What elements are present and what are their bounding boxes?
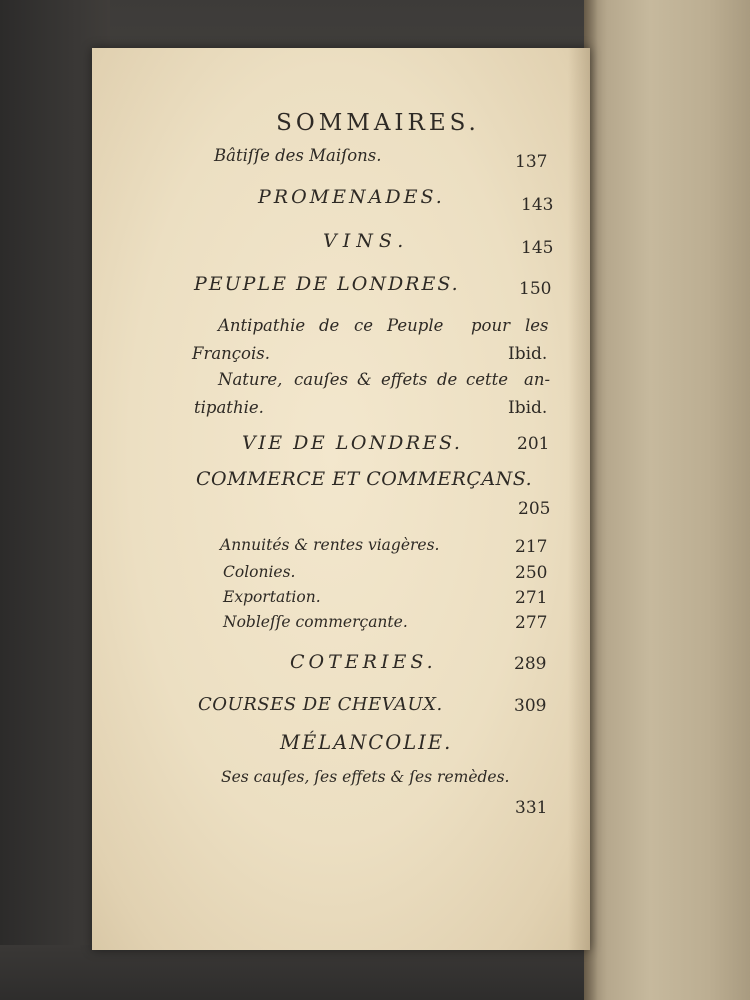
entry-page-vie-de-londres: 201 xyxy=(517,434,550,454)
entry-page-promenades: 143 xyxy=(521,195,554,215)
entry-title-exportation: Exportation. xyxy=(223,588,321,606)
entry-page-batisse: 137 xyxy=(515,152,548,172)
running-head: SOMMAIRES. xyxy=(276,110,480,136)
entry-title-ses-causes: Ses cauſes, ſes effets & ſes remèdes. xyxy=(221,768,510,786)
entry-page-exportation: 271 xyxy=(515,588,548,608)
entry-title-batisse: Bâtiſſe des Maiſons. xyxy=(214,146,382,165)
entry-title-peuple: PEUPLE DE LONDRES. xyxy=(194,273,460,295)
entry-page-commerce: 205 xyxy=(518,499,551,519)
entry-page-peuple: 150 xyxy=(519,279,552,299)
entry-word: de xyxy=(319,316,340,335)
entry-word: cette xyxy=(466,370,509,389)
entry-page-annuites: 217 xyxy=(515,537,548,557)
entry-page-francois: Ibid. xyxy=(508,344,548,364)
entry-title-annuites: Annuités & rentes viagères. xyxy=(220,536,440,554)
entry-title-line2-francois: François. xyxy=(192,344,270,363)
entry-word: an- xyxy=(524,370,551,389)
entry-page-vins: 145 xyxy=(521,238,554,258)
entry-word: de xyxy=(437,370,458,389)
entry-word: ce xyxy=(354,316,374,335)
entry-page-ses-causes: 331 xyxy=(515,798,548,818)
entry-title-promenades: PROMENADES. xyxy=(258,186,445,208)
entry-title-commerce: COMMERCE ET COMMERÇANS. xyxy=(196,468,533,490)
entry-title-melancolie: MÉLANCOLIE. xyxy=(280,731,453,754)
entry-page-colonies: 250 xyxy=(515,563,548,583)
entry-word: Antipathie xyxy=(218,316,306,335)
facing-page-edge xyxy=(584,0,750,1000)
entry-title-coteries: COTERIES. xyxy=(290,651,437,673)
entry-title-colonies: Colonies. xyxy=(223,563,296,581)
entry-word: & xyxy=(357,370,372,389)
entry-word: effets xyxy=(381,370,428,389)
entry-word: cauſes xyxy=(294,370,349,389)
entry-title-courses: COURSES DE CHEVAUX. xyxy=(198,694,443,715)
entry-word: Nature, xyxy=(218,370,283,389)
entry-word: les xyxy=(525,316,549,335)
entry-page-antipathie: Ibid. xyxy=(508,398,548,418)
page-gutter-shade xyxy=(568,48,590,950)
entry-page-noblesse: 277 xyxy=(515,613,548,633)
entry-title-noblesse: Nobleſſe commerçante. xyxy=(223,613,408,631)
book-page xyxy=(92,48,590,950)
entry-word: pour xyxy=(471,316,511,335)
entry-page-coteries: 289 xyxy=(514,654,547,674)
entry-title-vins: VINS. xyxy=(323,230,410,252)
entry-title-line2-antipathie: tipathie. xyxy=(194,398,264,417)
entry-title-vie-de-londres: VIE DE LONDRES. xyxy=(242,432,463,454)
entry-page-courses: 309 xyxy=(514,696,547,716)
entry-word: Peuple xyxy=(387,316,444,335)
